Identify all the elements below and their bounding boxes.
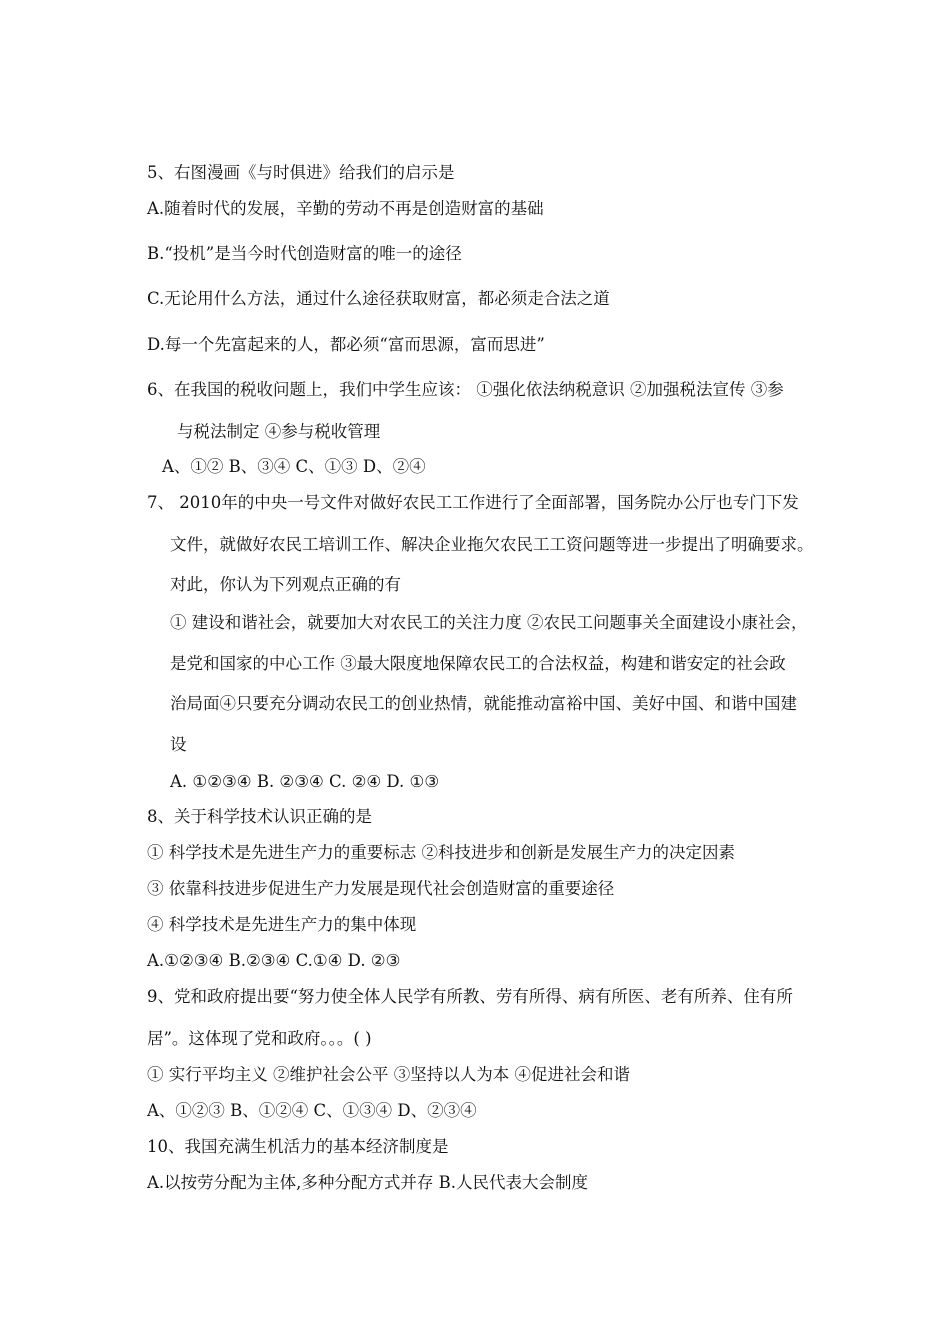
- q7-item-line4: 设: [170, 735, 187, 754]
- q10-stem: 10、我国充满生机活力的基本经济制度是: [147, 1137, 449, 1156]
- q5-option-d: D.每一个先富起来的人，都必须“富而思源，富而思进”: [147, 335, 545, 354]
- q7-item-line2: 是党和国家的中心工作 ③最大限度地保障农民工的合法权益，构建和谐安定的社会政: [170, 654, 786, 673]
- q7-stem-line1: 7、 2010年的中央一号文件对做好农民工工作进行了全面部署，国务院办公厅也专门下发: [147, 493, 799, 512]
- q10-options: A.以按劳分配为主体,多种分配方式并存 B.人民代表大会制度: [147, 1173, 589, 1192]
- q8-item-line2: ③ 依靠科技进步促进生产力发展是现代社会创造财富的重要途径: [147, 879, 615, 898]
- q8-stem: 8、关于科学技术认识正确的是: [147, 807, 372, 826]
- q7-item-line3: 治局面④只要充分调动农民工的创业热情，就能推动富裕中国、美好中国、和谐中国建: [170, 694, 797, 713]
- q7-options: A. ①②③④ B. ②③④ C. ②④ D. ①③: [170, 772, 440, 791]
- q6-stem-line1: 6、在我国的税收问题上，我们中学生应该： ①强化依法纳税意识 ②加强税法宣传 ③参: [147, 380, 784, 399]
- q9-stem-line2: 居”。这体现了党和政府。。。( ): [147, 1029, 372, 1048]
- q9-options: A、①②③ B、①②④ C、①③④ D、②③④: [147, 1101, 477, 1120]
- q5-stem: 5、右图漫画《与时俱进》给我们的启示是: [147, 163, 455, 182]
- q7-stem-line3: 对此，你认为下列观点正确的有: [170, 575, 401, 594]
- q5-option-c: C.无论用什么方法，通过什么途径获取财富，都必须走合法之道: [147, 289, 610, 308]
- q8-options: A.①②③④ B.②③④ C.①④ D. ②③: [147, 951, 401, 970]
- q8-item-line1: ① 科学技术是先进生产力的重要标志 ②科技进步和创新是发展生产力的决定因素: [147, 843, 735, 862]
- q9-stem-line1: 9、党和政府提出要“努力使全体人民学有所教、劳有所得、病有所医、老有所养、住有所: [147, 987, 793, 1006]
- q7-stem-line2: 文件，就做好农民工培训工作、解决企业拖欠农民工工资问题等进一步提出了明确要求。: [170, 535, 814, 554]
- q7-item-line1: ① 建设和谐社会，就要加大对农民工的关注力度 ②农民工问题事关全面建设小康社会，: [170, 613, 808, 632]
- q9-items: ① 实行平均主义 ②维护社会公平 ③坚持以人为本 ④促进社会和谐: [147, 1065, 630, 1084]
- q5-option-b: B.“投机”是当今时代创造财富的唯一的途径: [147, 244, 462, 263]
- q6-options: A、①② B、③④ C、①③ D、②④: [162, 457, 426, 476]
- q8-item-line3: ④ 科学技术是先进生产力的集中体现: [147, 915, 417, 934]
- q5-option-a: A.随着时代的发展，辛勤的劳动不再是创造财富的基础: [147, 199, 544, 218]
- q6-stem-line2: 与税法制定 ④参与税收管理: [177, 422, 381, 441]
